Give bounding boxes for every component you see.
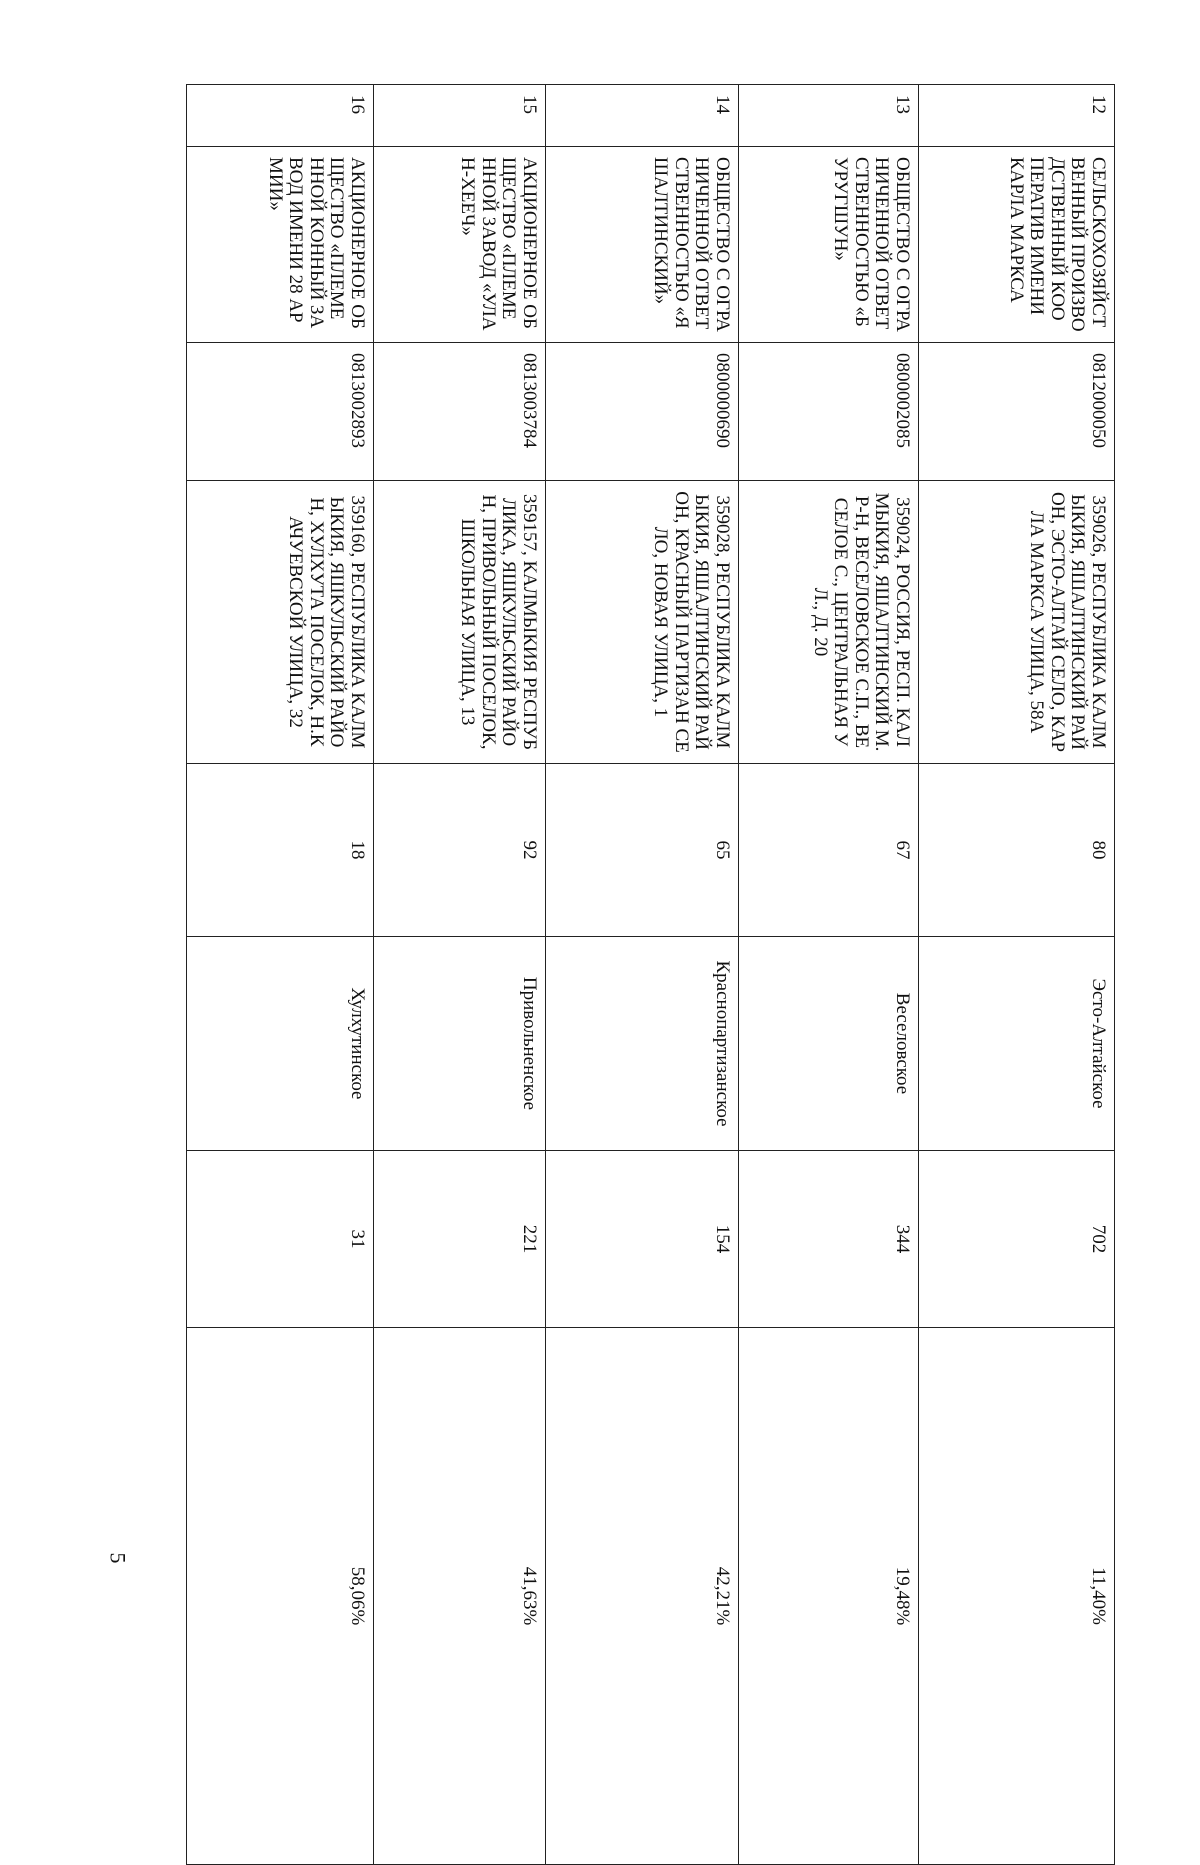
inn-value: 0812000050 xyxy=(919,343,1115,481)
settlement-value: Веселовское xyxy=(739,937,919,1151)
percent-value: 19,48% xyxy=(739,1328,919,1865)
table-row xyxy=(739,85,919,1865)
address-value: 359026, РЕСПУБЛИКА КАЛМЫКИЯ, ЯШАЛТИНСКИЙ РАЙОН, ЭСТО-АЛТАЙ СЕЛО, КАРЛА МАРКСА УЛИЦА, 58А xyxy=(919,481,1115,764)
row-number: 15 xyxy=(374,85,546,147)
area-value: 31 xyxy=(187,1151,374,1328)
employees-value: 67 xyxy=(739,764,919,937)
settlement-value: Хулхутинское xyxy=(187,937,374,1151)
area-value: 702 xyxy=(919,1151,1115,1328)
settlement-value: Эсто-Алтайское xyxy=(919,937,1115,1151)
address-value: 359157, КАЛМЫКИЯ РЕСПУБЛИКА, ЯШКУЛЬСКИЙ РАЙОН, ПРИВОЛЬНЫЙ ПОСЕЛОК, ШКОЛЬНАЯ УЛИЦА, 13 xyxy=(374,481,546,764)
settlement-value: Привольненское xyxy=(374,937,546,1151)
inn-value: 0800002085 xyxy=(739,343,919,481)
organization-name: СЕЛЬСКОХОЗЯЙСТВЕННЫЙ ПРОИЗВОДСТВЕННЫЙ КООПЕРАТИВ ИМЕНИ КАРЛА МАРКСА xyxy=(919,147,1115,343)
percent-value: 11,40% xyxy=(919,1328,1115,1865)
inn-value: 0813002893 xyxy=(187,343,374,481)
address-value: 359028, РЕСПУБЛИКА КАЛМЫКИЯ, ЯШАЛТИНСКИЙ РАЙОН, КРАСНЫЙ ПАРТИЗАН СЕЛО, НОВАЯ УЛИЦА, 1 xyxy=(546,481,739,764)
enterprises-table xyxy=(186,84,1115,1865)
row-number: 13 xyxy=(739,85,919,147)
area-value: 344 xyxy=(739,1151,919,1328)
percent-value: 42,21% xyxy=(546,1328,739,1865)
inn-value: 0813003784 xyxy=(374,343,546,481)
organization-name: АКЦИОНЕРНОЕ ОБЩЕСТВО «ПЛЕМЕННОЙ ЗАВОД «УЛАН-ХЕЕЧ» xyxy=(374,147,546,343)
table-container xyxy=(187,84,1115,1864)
organization-name: ОБЩЕСТВО С ОГРАНИЧЕННОЙ ОТВЕТСТВЕННОСТЬЮ «ЯШАЛТИНСКИЙ» xyxy=(546,147,739,343)
table-row xyxy=(546,85,739,1865)
page-number: 5 xyxy=(105,1552,131,1564)
area-value: 221 xyxy=(374,1151,546,1328)
row-number: 16 xyxy=(187,85,374,147)
employees-value: 92 xyxy=(374,764,546,937)
area-value: 154 xyxy=(546,1151,739,1328)
inn-value: 0800000690 xyxy=(546,343,739,481)
table-row xyxy=(187,85,374,1865)
table-row xyxy=(374,85,546,1865)
settlement-value: Краснопартизанское xyxy=(546,937,739,1151)
row-number: 12 xyxy=(919,85,1115,147)
employees-value: 18 xyxy=(187,764,374,937)
organization-name: АКЦИОНЕРНОЕ ОБЩЕСТВО «ПЛЕМЕННОЙ КОННЫЙ ЗАВОД ИМЕНИ 28 АРМИИ» xyxy=(187,147,374,343)
percent-value: 41,63% xyxy=(374,1328,546,1865)
address-value: 359160, РЕСПУБЛИКА КАЛМЫКИЯ, ЯШКУЛЬСКИЙ РАЙОН, ХУЛХУТА ПОСЕЛОК, Н.КАЧУЕВСКОЙ УЛИЦА, 32 xyxy=(187,481,374,764)
organization-name: ОБЩЕСТВО С ОГРАНИЧЕННОЙ ОТВЕТСТВЕННОСТЬЮ «БУРУГШУН» xyxy=(739,147,919,343)
address-value: 359024, РОССИЯ, РЕСП. КАЛМЫКИЯ, ЯШАЛТИНСКИЙ М.Р-Н, ВЕСЕЛОВСКОЕ С.П., ВЕСЕЛОЕ С., ЦЕНТРАЛЬНАЯ УЛ., Д. 20 xyxy=(739,481,919,764)
employees-value: 80 xyxy=(919,764,1115,937)
percent-value: 58,06% xyxy=(187,1328,374,1865)
employees-value: 65 xyxy=(546,764,739,937)
table-row xyxy=(919,85,1115,1865)
row-number: 14 xyxy=(546,85,739,147)
